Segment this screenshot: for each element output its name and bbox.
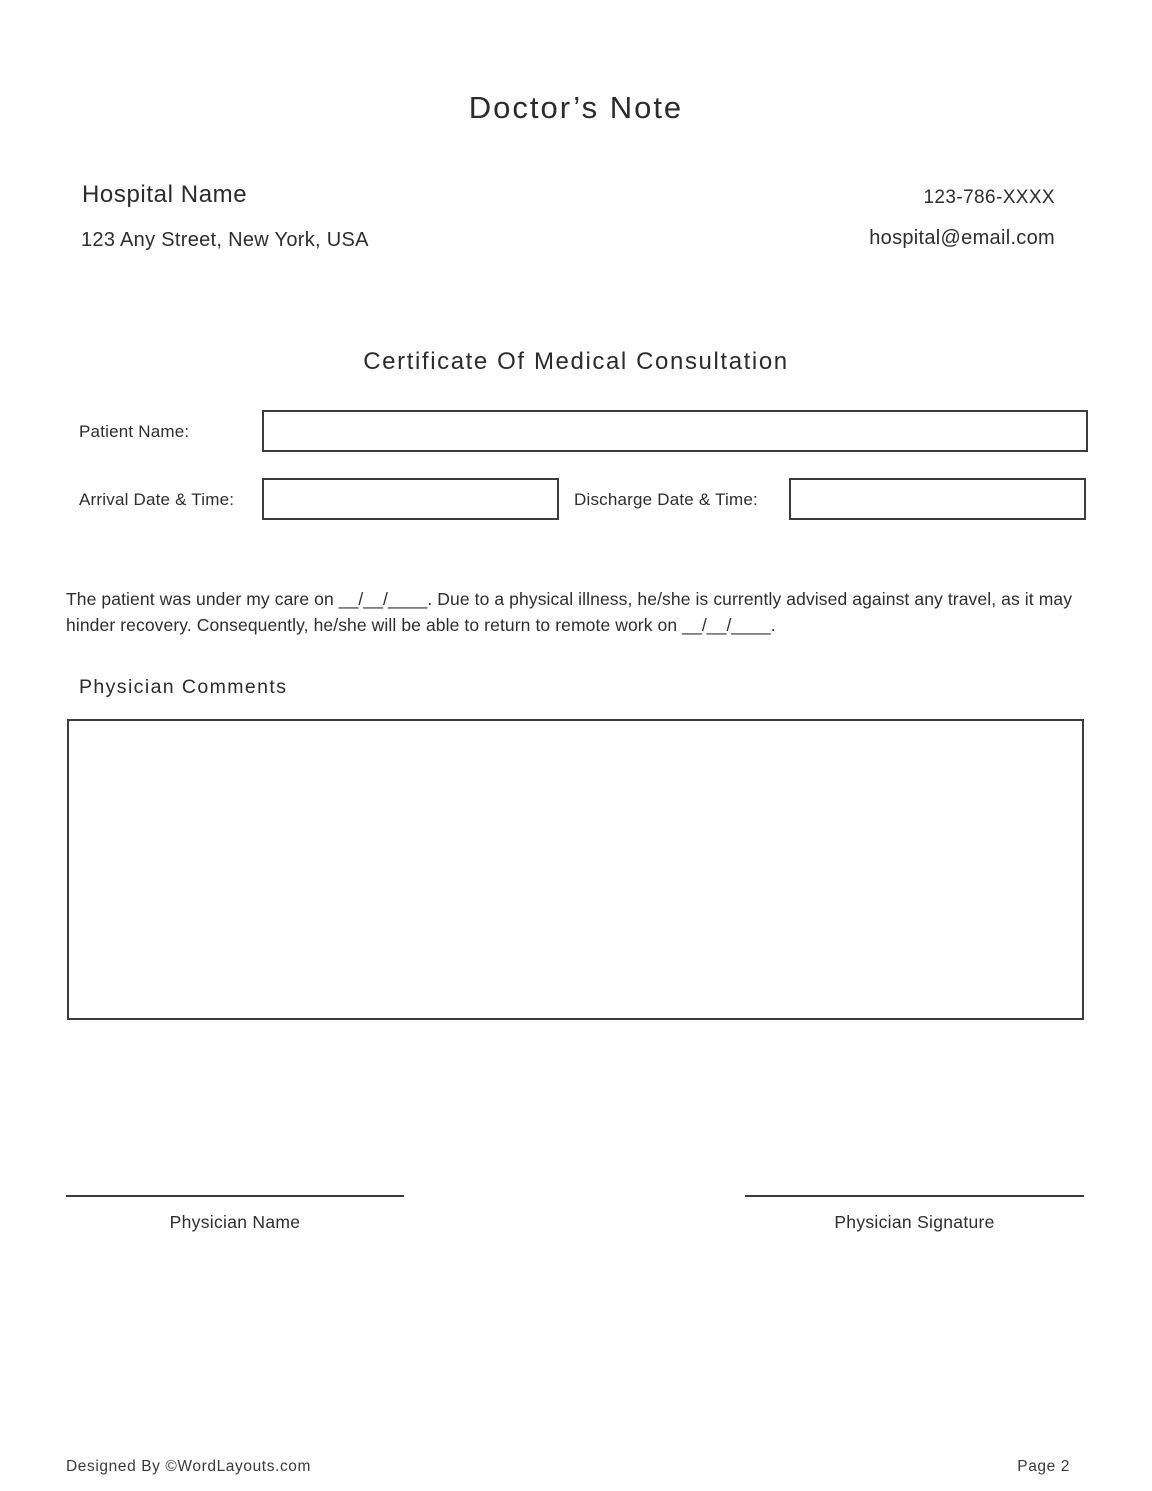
hospital-phone: 123-786-XXXX [923, 187, 1055, 208]
physician-comments-label: Physician Comments [79, 676, 288, 698]
patient-name-label: Patient Name: [79, 422, 190, 441]
footer-credit: Designed By ©WordLayouts.com [66, 1458, 312, 1475]
arrival-date-time-label: Arrival Date & Time: [79, 490, 235, 509]
discharge-date-time-field[interactable] [789, 478, 1086, 520]
physician-name-label: Physician Name [169, 1212, 301, 1232]
certificate-heading: Certificate Of Medical Consultation [363, 348, 789, 375]
hospital-address: 123 Any Street, New York, USA [81, 229, 369, 251]
physician-signature-label: Physician Signature [834, 1212, 995, 1232]
page-number: Page 2 [1017, 1458, 1070, 1475]
physician-comments-field[interactable] [67, 719, 1084, 1020]
document-title: Doctor’s Note [468, 90, 684, 125]
discharge-date-time-label: Discharge Date & Time: [574, 490, 758, 509]
arrival-date-time-field[interactable] [262, 478, 559, 520]
hospital-email: hospital@email.com [869, 227, 1055, 249]
hospital-name: Hospital Name [82, 181, 248, 208]
patient-name-field[interactable] [262, 410, 1088, 452]
physician-signature-line [745, 1195, 1084, 1197]
physician-name-signature-line [66, 1195, 404, 1197]
care-statement: The patient was under my care on __/__/____. Due to a physical illness, he/she is currently advised against any travel, as it may hinder recovery. Consequently, he/she will be able to return to remote work on __/__/____. [66, 588, 1073, 635]
